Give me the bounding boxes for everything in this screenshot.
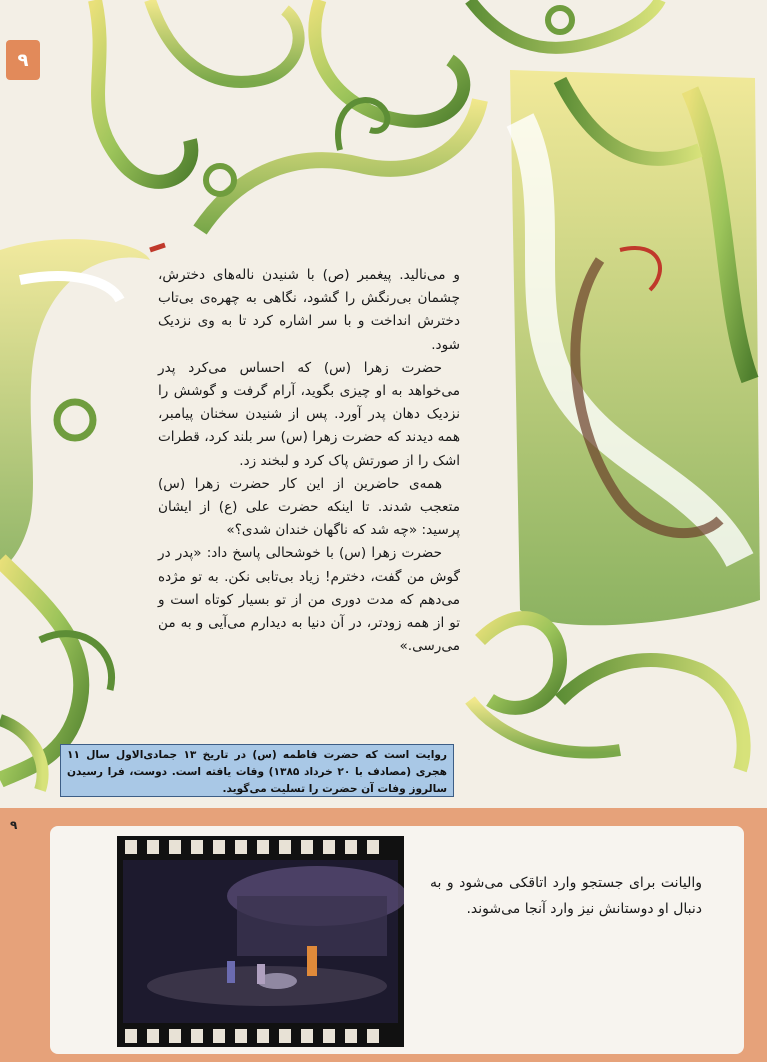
story-text	[158, 264, 460, 658]
info-note-text: روایت است که حضرت فاطمه (س) در تاریخ ۱۳ جمادی‌الاول سال ۱۱ هجری (مصادف با ۲۰ خرداد ۱۳۸۵) وفات یافته است. دوست، فرا رسیدن سالروز وفات آن حضرت را تسلیت می‌گوید.	[67, 749, 448, 795]
bottom-page-number: ۹	[10, 818, 18, 832]
caption-text: والیانت برای جستجو وارد اتاقکی می‌شود و به دنبال او دوستانش نیز وارد آنجا می‌شوند.	[430, 875, 702, 917]
info-note-box	[60, 744, 454, 797]
page-number: ۹	[17, 49, 29, 71]
film-strip-image	[117, 836, 404, 1047]
page-number-tab	[6, 40, 40, 80]
story-paragraph: و می‌نالید. پیغمبر (ص) با شنیدن ناله‌های دخترش، چشمان بی‌رنگش را گشود، نگاهی به چهره‌ی بی‌تاب دخترش انداخت و با سر اشاره کرد تا به وی نزدیک شود.	[158, 267, 460, 353]
story-paragraph: حضرت زهرا (س) که احساس می‌کرد پدر می‌خواهد به او چیزی بگوید، آرام گرفت و گوشش را نزدیک دهان پدر آورد. پس از شنیدن سخنان پیامبر، همه دیدند که حضرت زهرا (س) سر بلند کرد، قطرات اشک را از صورتش پاک کرد و لبخند زد.	[158, 359, 460, 469]
story-paragraph: حضرت زهرا (س) با خوشحالی پاسخ داد: «پدر در گوش من گفت، دخترم! زیاد بی‌تابی نکن. به تو مژده می‌دهم که مدت دوری من از تو بسیار کوتاه است و تو از همه زودتر، در آن دنیا به دیدارم می‌آیی و به من می‌رسی.»	[158, 545, 460, 655]
story-paragraph: همه‌ی حاضرین از این کار حضرت زهرا (س) متعجب شدند. تا اینکه حضرت علی (ع) از ایشان پرسید: «چه شد که ناگهان خندان شدی؟»	[158, 475, 460, 539]
